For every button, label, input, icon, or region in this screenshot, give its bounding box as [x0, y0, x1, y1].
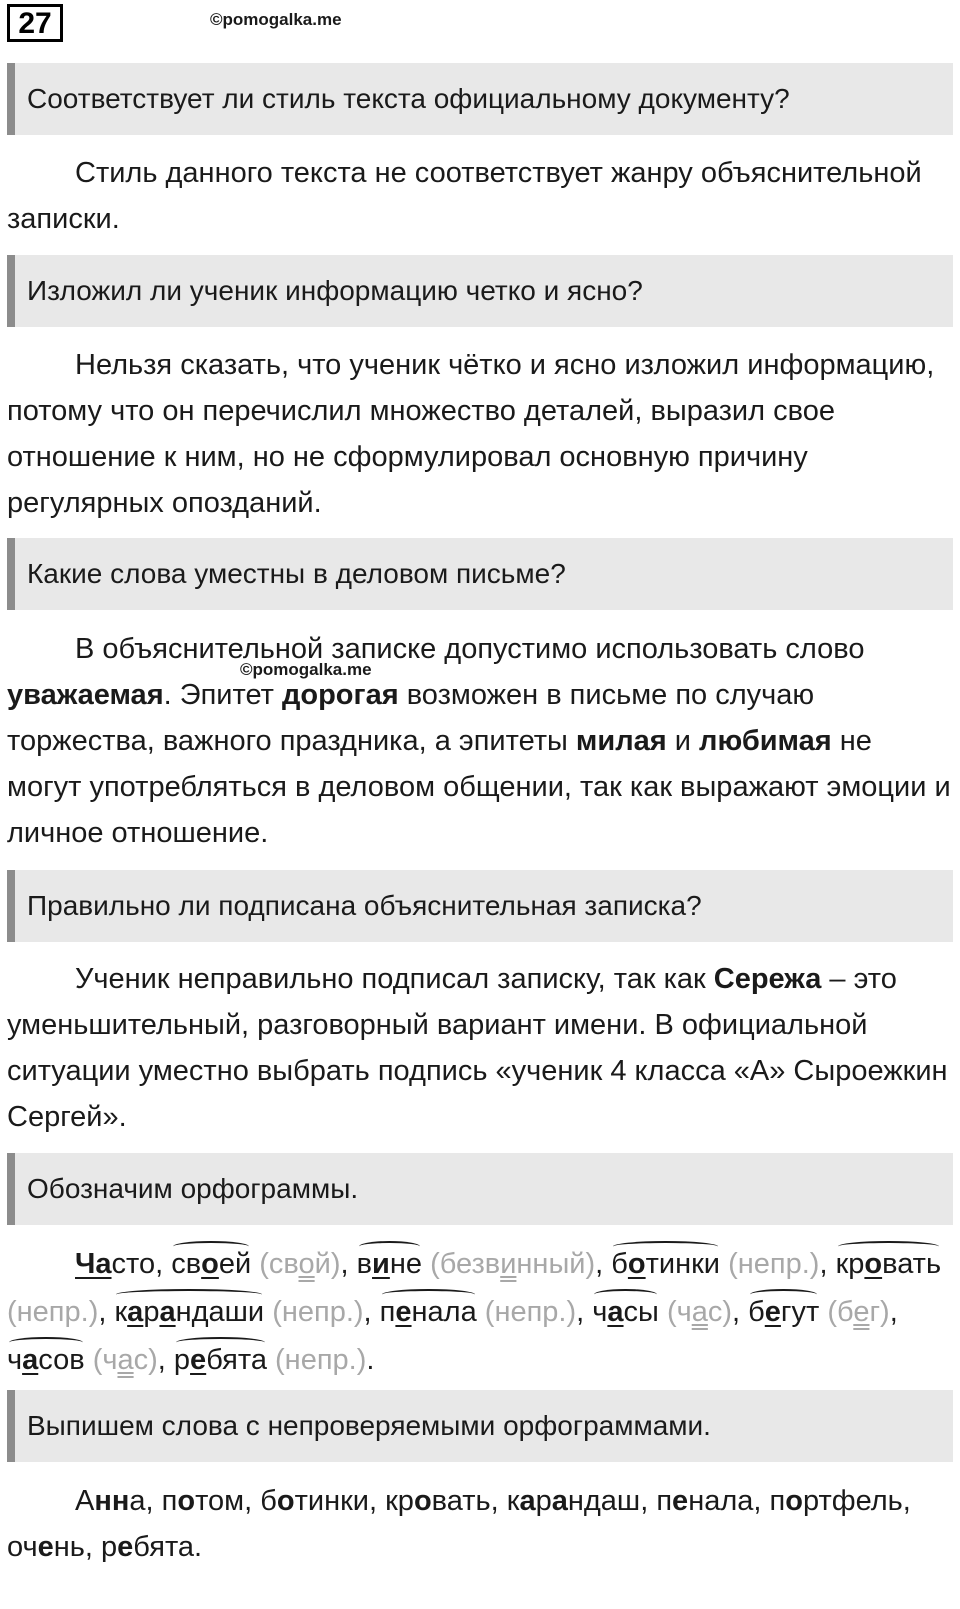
check-svoy: (свой) [259, 1248, 341, 1280]
answer-2: Нельзя сказать, что ученик чётко и ясно изложил информацию, потому что он перечислил множество деталей, выразил свое отношение к ним, но не сформулировал основную причину регулярных опозданий. [7, 349, 935, 519]
word-chasto: Часто [75, 1248, 156, 1280]
exercise-number: 27 [7, 4, 63, 42]
check-nepr: (непр.) [484, 1296, 577, 1328]
word-krovat: кровать [836, 1240, 942, 1288]
check-nepr: (непр.) [275, 1344, 367, 1376]
word-chasov: часов [7, 1336, 85, 1384]
word-karandashi: карандаши [114, 1288, 264, 1336]
question-1: Соответствует ли стиль текста официальному документу? [7, 63, 953, 135]
word-botinki: ботинки [611, 1240, 720, 1288]
question-3: Какие слова уместны в деловом письме? [7, 538, 953, 610]
dictionary-words: Анна, потом, ботинки, кровать, карандаш, пенала, портфель, очень, ребята. [7, 1485, 911, 1563]
dictionary-word: Анна [75, 1485, 146, 1517]
answer-4: Ученик неправильно подписал записку, так как Сережа – это уменьшительный, разговорный вариант имени. В официальной ситуации уместно выбрать подпись «ученик 4 класса «А» Сыроежкин Сергей». [7, 963, 948, 1133]
word-chasy: часы [592, 1288, 659, 1336]
word-rebyata: ребята [174, 1336, 267, 1384]
dictionary-word: пенала [656, 1485, 754, 1517]
check-nepr: (непр.) [7, 1296, 99, 1328]
dictionary-word: портфель [769, 1485, 903, 1517]
dictionary-word: ботинки [260, 1485, 369, 1517]
check-nepr: (непр.) [272, 1296, 364, 1328]
watermark: ©pomogalka.me [210, 10, 342, 29]
dictionary-word: карандаш [506, 1485, 641, 1517]
watermark-2: ©pomogalka.me [240, 660, 372, 679]
check-bezvinny: (безвинный) [430, 1248, 596, 1280]
word-penala: пенала [380, 1288, 477, 1336]
dictionary-word: ребята [101, 1531, 195, 1563]
word-svoey: своей [171, 1240, 251, 1288]
dictionary-word: кровать [385, 1485, 491, 1517]
question-5: Обозначим орфограммы. [7, 1153, 953, 1225]
question-2: Изложил ли ученик информацию четко и ясно? [7, 255, 953, 327]
answer-3: В объяснительной записке допустимо использовать слово уважаемая. Эпитет дорогая возможен в письме по случаю торжества, важного праздника, а эпитеты милая и любимая не могут употребляться в деловом общении, так как выражают эмоции и личное отношение. [7, 633, 951, 849]
check-nepr: (непр.) [728, 1248, 820, 1280]
orthograms-list: Часто, своей (свой), вине (безвинный), ботинки (непр.), кровать (непр.), карандаши (непр.), пенала (непр.), часы (час), бегут (бег), часов (час), ребята (непр.). [7, 1240, 953, 1384]
question-4: Правильно ли подписана объяснительная записка? [7, 870, 953, 942]
dictionary-word: очень [7, 1531, 85, 1563]
answer-1: Стиль данного текста не соответствует жанру объяснительной записки. [7, 157, 922, 235]
check-chas: (час) [666, 1296, 733, 1328]
word-vine: вине [357, 1240, 422, 1288]
question-6: Выпишем слова с непроверяемыми орфограммами. [7, 1390, 953, 1462]
dictionary-word: потом [161, 1485, 245, 1517]
check-chas-2: (час) [92, 1344, 158, 1376]
word-begut: бегут [748, 1288, 819, 1336]
check-beg: (бег) [827, 1296, 890, 1328]
